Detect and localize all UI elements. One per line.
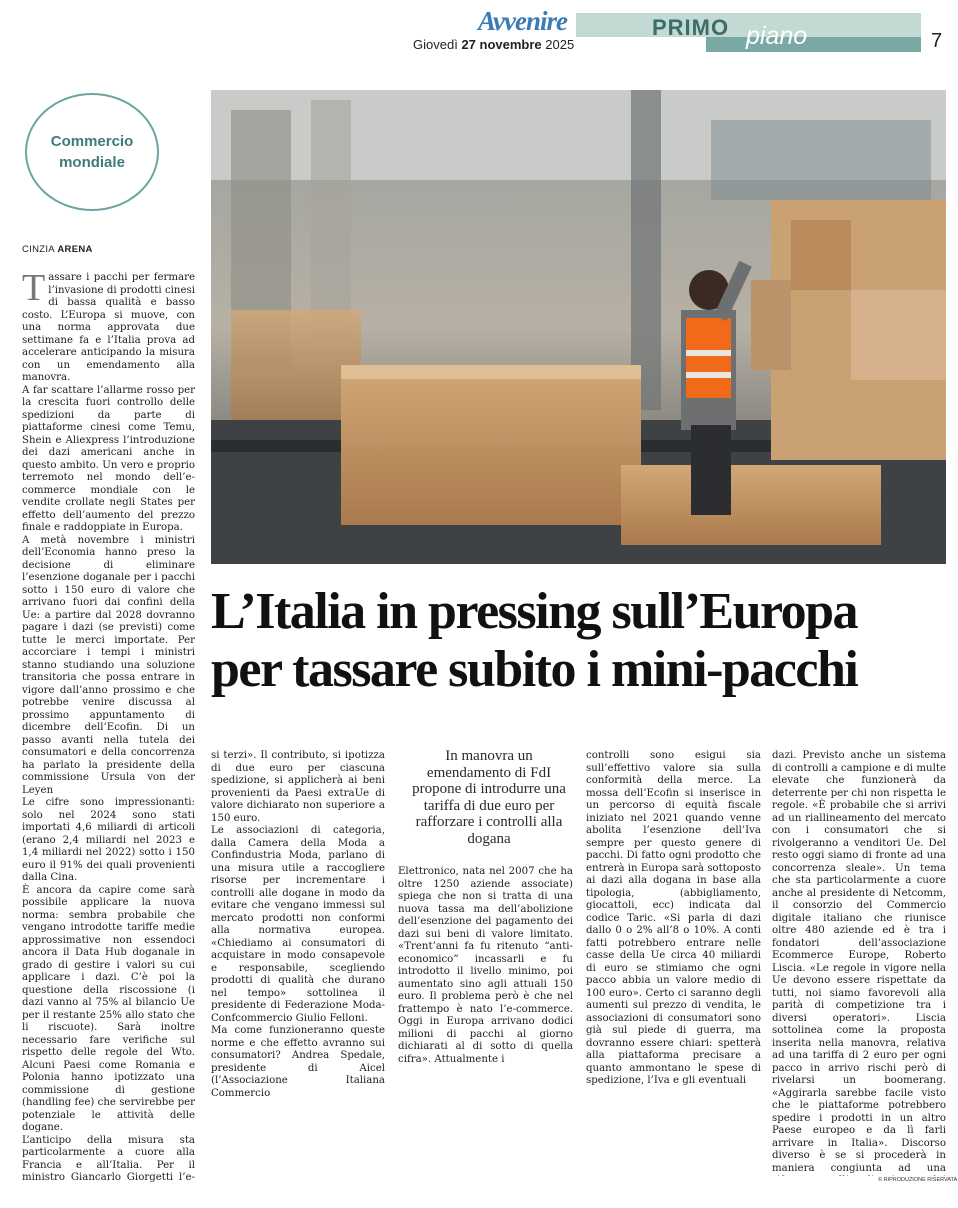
date-year: 2025 — [545, 37, 575, 52]
warehouse-photo-illustration — [211, 90, 946, 564]
topic-label: Commercio mondiale — [50, 133, 134, 171]
paragraph: Le cifre sono impressionanti: solo nel 2024 sono stati importati 4,6 miliardi di articoli (erano 2,4 miliardi nel 2023 e 1,4 miliardi nel 2022) sotto i 150 euro il 91% dei quali provenienti dalla Cina. — [22, 797, 195, 883]
paragraph: A metà novembre i ministri dell’Economia hanno preso la decisione di eliminare l’esenzione doganale per i pacchi sotto i 150 euro di valore che arrivano fuori dai confini della Ue: a partire dal 2028 dovranno pagare i dazi (se previsti) come tutte le merci importate. Per accorciare i tempi i ministri stanno studiando una soluzione transitoria che possa entrare in vigore dall’anno prossimo e che potrebbe venire discussa al prossimo appuntamento di dicembre dell’Ecofin. Di un passo avanti nella tutela dei consumatori e della concorrenza ha parlato la presidente della commissione Ursula von der Leyen — [22, 534, 195, 796]
newspaper-logo[interactable]: Avvenire — [478, 6, 567, 36]
paragraph: Le associazioni di categoria, dalla Camera della Moda a Confindustria Moda, parlano di una misura utile a raccogliere risorse per incrementare i controlli alle dogane in modo da evitare che vengano immessi sul mercato prodotti non conformi alla normativa europea. «Chiediamo ai consumatori di acquistare in modo consapevole e responsabile, scegliendo prodotti di qualità che durano nel tempo» sottolinea il presidente di Federazione Moda-Confcommercio Giulio Felloni. — [211, 825, 385, 1024]
paragraph — [22, 272, 195, 385]
author-byline — [22, 244, 93, 255]
pull-quote: In manovra un emendamento di FdI propone di introdurre una tariffa di due euro per rafforzare i controlli alla dogana — [412, 748, 566, 847]
paragraph: A far scattare l’allarme rosso per la crescita fuori controllo delle spedizioni da parte di piattaforme cinesi come Temu, Shein e Aliexpress l’introduzione dei dazi americani anche in questo ambito. Un vero e proprio terremoto nel mondo dell’e-commerce mondiale con le vendite crollate negli States per effetto dell’aumento del prezzo finale e raddoppiate in Europa. — [22, 384, 195, 533]
section-band — [576, 13, 921, 52]
article-column-2 — [211, 750, 385, 1180]
author-first-name: CINZIA — [22, 244, 55, 255]
paragraph: controlli sono esigui sia sull’effettivo valore sia sulla conformità della merce. La mossa dell’Ecofin si inserisce in un percorso di equità fiscale iniziato nel 2021 quando venne abolita l’esenzione dell’Iva sempre per questo genere di pacchi. Di fatto ogni prodotto che entrerà in Europa sarà sottoposto ai dazi alla dogana in base alla tipologia, (abbigliamento, giocattoli, ecc) indicata dal codice Taric. «Si parla di dazi dallo 0 o 2% all’8 o 10%. A conti fatti potrebbero entrare nelle casse della Ue circa 40 miliardi di euro se stimiamo che ogni pacco abbia un valore medio di 100 euro». Certo ci saranno degli aumenti sul prezzo di vendita, le associazioni di consumatori sono già sul piede di guerra, ma dovranno essere chiari: spetterà alla piattaforma precisare a quanto ammontano le spese di spedizione, l’Iva e gli eventuali — [586, 750, 761, 1086]
paragraph: Elettronico, nata nel 2007 che ha oltre 1250 aziende associate) spiega che non si tratta di una nuova tassa ma dell’abolizione dell’esenzione del pagamento dei dazi sui beni di valore limitato. «Trent’anni fa fu ritenuto “anti-economico” incassarli e fu introdotto il livello minimo, poi aumentato sino agli attuali 150 euro. Il problema però è che nel frattempo è nato l’e-commerce. Oggi in Europa arrivano dodici milioni di pacchi al giorno dichiarati al di sotto di quella cifra». Attualmente i — [398, 866, 573, 1065]
article-column-5 — [772, 750, 946, 1176]
headline-line-1: L’Italia in pressing sull’Europa — [211, 583, 858, 640]
paragraph: dazi. Previsto anche un sistema di controlli a campione e di multe elevate che funzionerà da deterrente per chi non rispetta le regole. «È probabile che si arrivi ad un riallineamento del mercato con i consumatori che si rivolgeranno a venditori Ue. Del resto oggi siamo di fronte ad una concorrenza sleale». Un tema che sta particolarmente a cuore anche al presidente di Netcomm, il consorzio del Commercio digitale italiano che riunisce oltre 480 aziende ed è tra i fondatori dell’associazione Ecommerce Europe, Roberto Liscia. «Le regole in vigore nella Ue devono essere rispettate da tutti, noi siamo favorevoli alla parità di competizione tra i diversi operatori». Liscia sottolinea come la proposta inserita nella manovra, relativa ad una tariffa di 2 euro per ogni pacco in arrivo rischi però di rivelarsi un boomerang. «Aggirarla sarebbe facile visto che le piattaforme potrebbero spedire i prodotti in un altro Paese europeo e da lì farli arrivare in Italia». Discorso diverso è se si procederà in maniera congiunta ad una — [772, 750, 946, 1174]
article-column-4 — [586, 750, 761, 1170]
topic-badge — [25, 93, 159, 211]
copyright-notice: © RIPRODUZIONE RISERVATA — [878, 1177, 958, 1183]
article-photo — [211, 90, 946, 564]
article-column-1 — [22, 272, 195, 1184]
issue-date — [413, 37, 574, 52]
headline-line-2: per tassare subito i mini-pacchi — [211, 641, 858, 698]
date-day: 27 novembre — [461, 37, 542, 52]
paragraph: Ma come funzioneranno queste norme e che effetto avranno sui consumatori? Andrea Spedale, presidente di Aicel (l’Associazione Italiana Commercio — [211, 1025, 385, 1099]
masthead — [0, 0, 958, 60]
article-headline — [211, 583, 951, 699]
paragraph-text: assare i pacchi per fermare l’invasione di prodotti cinesi di bassa qualità e basso costo. L’Europa si muove, con una norma approvata due settimane fa e l’Italia prova ad accelerare anticipando la misura con un emendamento alla manovra. — [22, 272, 195, 383]
section-band-bottom — [706, 37, 921, 52]
drop-cap: T — [22, 272, 46, 309]
section-title: PRIMO — [652, 15, 730, 40]
date-weekday: Giovedì — [413, 37, 458, 52]
article-column-3 — [398, 866, 573, 1186]
paragraph: È ancora da capire come sarà possibile applicare la nuova norma: sembra probabile che vengano introdotte tariffe medie approssimative non essendoci ancora il Data Hub doganale in grado di gestire i valori su cui applicare i dazi. C’è poi la questione della riscossione (i dazi vanno al 75% al bilancio Ue per il restante 25% allo stato che li riscuote). Sarà inoltre necessario fare verifiche sul rispetto delle regole del Wto. Alcuni Paesi come Romania e Polonia hanno ipotizzato una commissione di gestione (handling fee) che servirebbe per potenziale le attività delle dogane. — [22, 884, 195, 1133]
author-last-name: ARENA — [57, 244, 93, 255]
paragraph: L’anticipo della misura sta particolarmente a cuore alla Francia e all’Italia. Per il ministro Giancarlo Giorgetti l’e- — [22, 1134, 195, 1183]
paragraph: si terzi». Il contributo, si ipotizza di due euro per ciascuna spedizione, si applicherà ai beni provenienti da Paesi extraUe di valore dichiarato non superiore a 150 euro. — [211, 750, 385, 824]
page-number: 7 — [931, 30, 943, 52]
section-subtitle: piano — [746, 22, 808, 50]
